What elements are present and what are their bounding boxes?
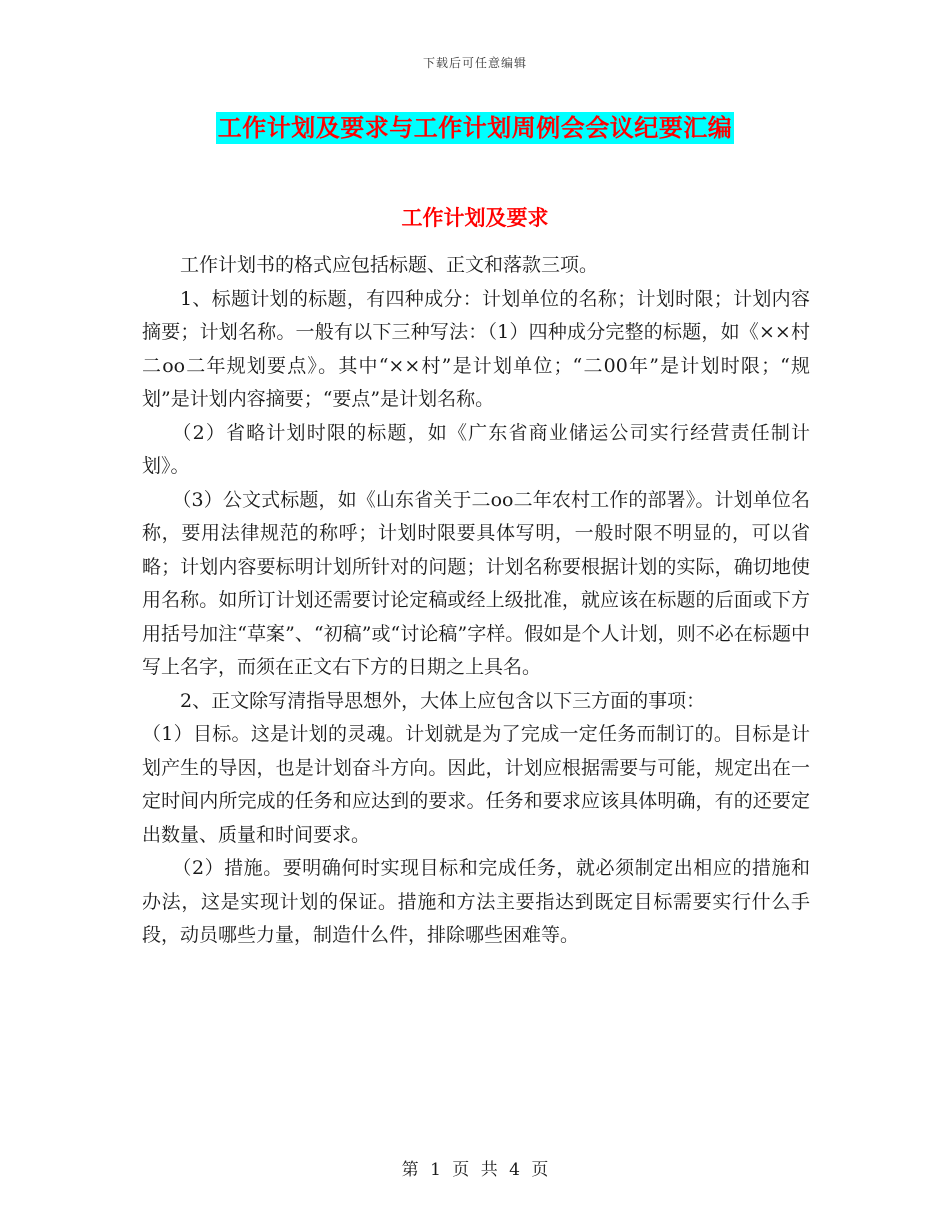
paragraph-measures: （2）措施。要明确何时实现目标和完成任务，就必须制定出相应的措施和办法，这是实现计划的保证。措施和方法主要指达到既定目标需要实行什么手段，动员哪些力量，制造什么件，排除哪些困难等。 <box>142 857 810 946</box>
paragraph-title-section: 1、标题计划的标题，有四种成分：计划单位的名称；计划时限；计划内容摘要；计划名称。一般有以下三种写法：（1）四种成分完整的标题，如《××村二oo二年规划要点》。其中“××村”是计划单位；“二00年”是计划时限；“规划”是计划内容摘要；“要点”是计划名称。 <box>142 287 810 410</box>
main-title: 工作计划及要求与工作计划周例会会议纪要汇编 <box>217 113 733 142</box>
page-number: 第 1 页 共 4 页 <box>401 1160 549 1180</box>
paragraph-body-section: 2、正文除写清指导思想外，大体上应包含以下三方面的事项： <box>180 689 706 712</box>
main-title-container <box>0 112 950 144</box>
paragraph-official-title: （3）公文式标题，如《山东省关于二oo二年农村工作的部署》。计划单位名称，要用法律规范的称呼；计划时限要具体写明，一般时限不明显的，可以省略；计划内容要标明计划所针对的问题；计划名称要根据计划的实际，确切地使用名称。如所订计划还需要讨论定稿或经上级批准，就应该在标题的后面或下方用括号加注“草案”、“初稿”或“讨论稿”字样。假如是个人计划，则不必在标题中写上名字，而须在正文右下方的日期之上具名。 <box>142 488 810 678</box>
section-title: 工作计划及要求 <box>401 205 549 230</box>
page-header-note: 下载后可任意编辑 <box>422 56 527 70</box>
paragraph-title-omit-time: （2）省略计划时限的标题，如《广东省商业储运公司实行经营责任制计划》。 <box>142 421 810 477</box>
document-body <box>142 249 810 953</box>
paragraph-intro: 工作计划书的格式应包括标题、正文和落款三项。 <box>180 254 599 276</box>
paragraph-goals: （1）目标。这是计划的灵魂。计划就是为了完成一定任务而制订的。目标是计划产生的导因，也是计划奋斗方向。因此，计划应根据需要与可能，规定出在一定时间内所完成的任务和应达到的要求。任务和要求应该具体明确，有的还要定出数量、质量和时间要求。 <box>142 723 810 846</box>
